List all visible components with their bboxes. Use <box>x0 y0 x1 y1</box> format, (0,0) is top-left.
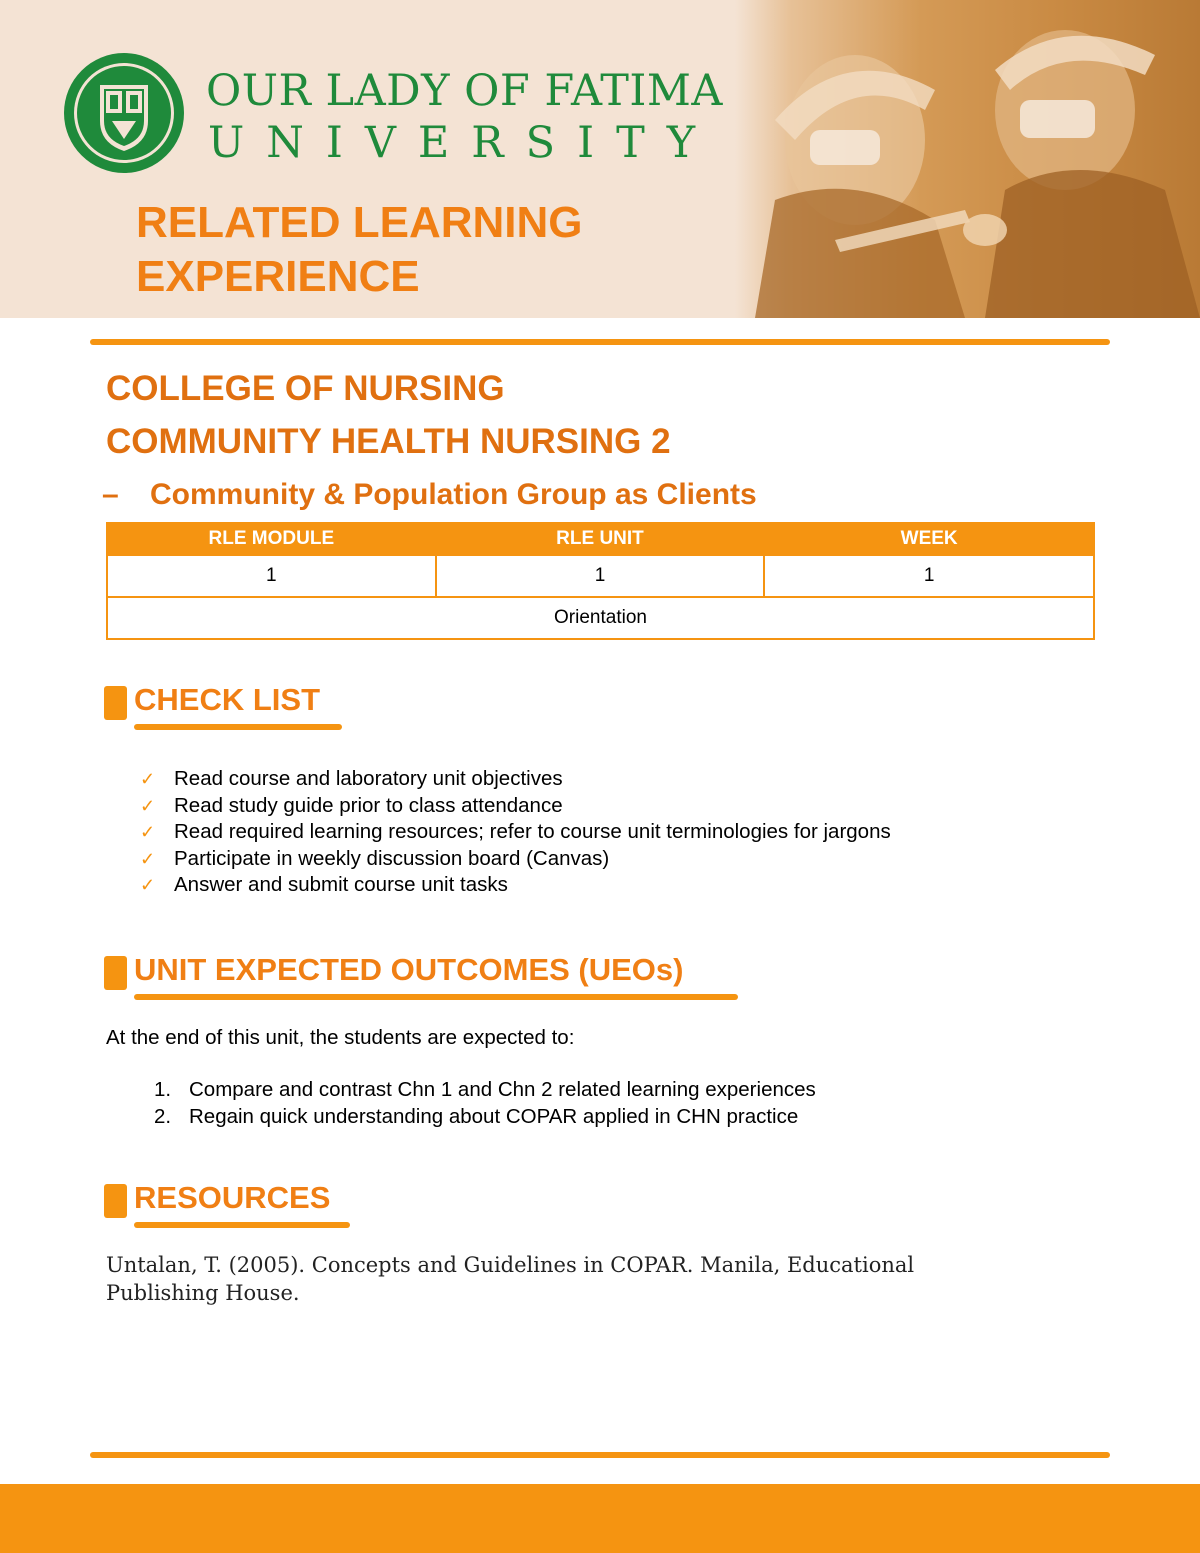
subtitle-dash: – <box>102 478 119 511</box>
banner-title: RELATED LEARNING EXPERIENCE <box>136 198 583 301</box>
heading-marker <box>104 686 127 720</box>
subtitle-text: Community & Population Group as Clients <box>150 478 757 511</box>
checkmark-icon: ✓ <box>140 769 156 789</box>
header-banner <box>0 0 1200 318</box>
list-item: ✓ Read required learning resources; refer to course unit terminologies for jargons <box>140 819 891 846</box>
checkmark-icon: ✓ <box>140 848 156 869</box>
nurses-photo <box>735 0 1200 318</box>
outcomes-heading-label: UNIT EXPECTED OUTCOMES (UEOs) <box>134 952 684 987</box>
heading-marker <box>104 1184 127 1218</box>
footer-band <box>0 1484 1200 1553</box>
college-name: COLLEGE OF NURSING <box>106 369 505 408</box>
list-item: ✓ Answer and submit course unit tasks <box>140 872 891 899</box>
header-rle-unit: RLE UNIT <box>436 523 765 555</box>
heading-underline <box>134 724 342 730</box>
cell-topic: Orientation <box>107 597 1094 639</box>
checklist <box>140 766 891 899</box>
table-header-row <box>107 523 1094 555</box>
bottom-divider <box>90 1452 1110 1458</box>
outcomes-list <box>150 1076 816 1130</box>
resources-heading-label: RESOURCES <box>134 1180 331 1215</box>
list-item: ✓ Participate in weekly discussion board (Canvas) <box>140 846 891 873</box>
checkmark-icon: ✓ <box>140 875 156 895</box>
cell-rle-unit: 1 <box>436 555 765 597</box>
item-number: 1. <box>154 1078 172 1101</box>
top-divider <box>90 339 1110 345</box>
heading-underline <box>134 1222 350 1228</box>
university-subtitle: UNIVERSITY <box>208 118 718 168</box>
list-item: 1. Compare and contrast Chn 1 and Chn 2 related learning experiences <box>154 1078 816 1101</box>
course-title: COMMUNITY HEALTH NURSING 2 <box>106 422 671 461</box>
checkmark-icon: ✓ <box>140 795 156 816</box>
table-row <box>107 597 1094 639</box>
header-rle-module: RLE MODULE <box>107 523 436 555</box>
rle-info-table <box>106 522 1095 640</box>
university-seal-icon <box>62 51 186 175</box>
cell-week: 1 <box>764 555 1094 597</box>
header-week: WEEK <box>764 523 1094 555</box>
cell-rle-module: 1 <box>107 555 436 597</box>
course-subtitle <box>102 478 757 512</box>
checklist-heading-label: CHECK LIST <box>134 682 320 717</box>
checkmark-icon: ✓ <box>140 822 156 842</box>
heading-underline <box>134 994 738 1000</box>
heading-marker <box>104 956 127 990</box>
list-item: ✓ Read course and laboratory unit objectives <box>140 766 891 793</box>
university-name: OUR LADY OF FATIMA <box>206 66 723 116</box>
list-item: ✓ Read study guide prior to class attendance <box>140 793 891 820</box>
table-row <box>107 555 1094 597</box>
resource-citation: Untalan, T. (2005). Concepts and Guidelines in COPAR. Manila, Educational Publishing House. <box>106 1253 915 1305</box>
list-item: 2. Regain quick understanding about COPAR applied in CHN practice <box>154 1105 799 1128</box>
outcomes-intro: At the end of this unit, the students are expected to: <box>106 1026 575 1049</box>
item-number: 2. <box>154 1105 172 1128</box>
